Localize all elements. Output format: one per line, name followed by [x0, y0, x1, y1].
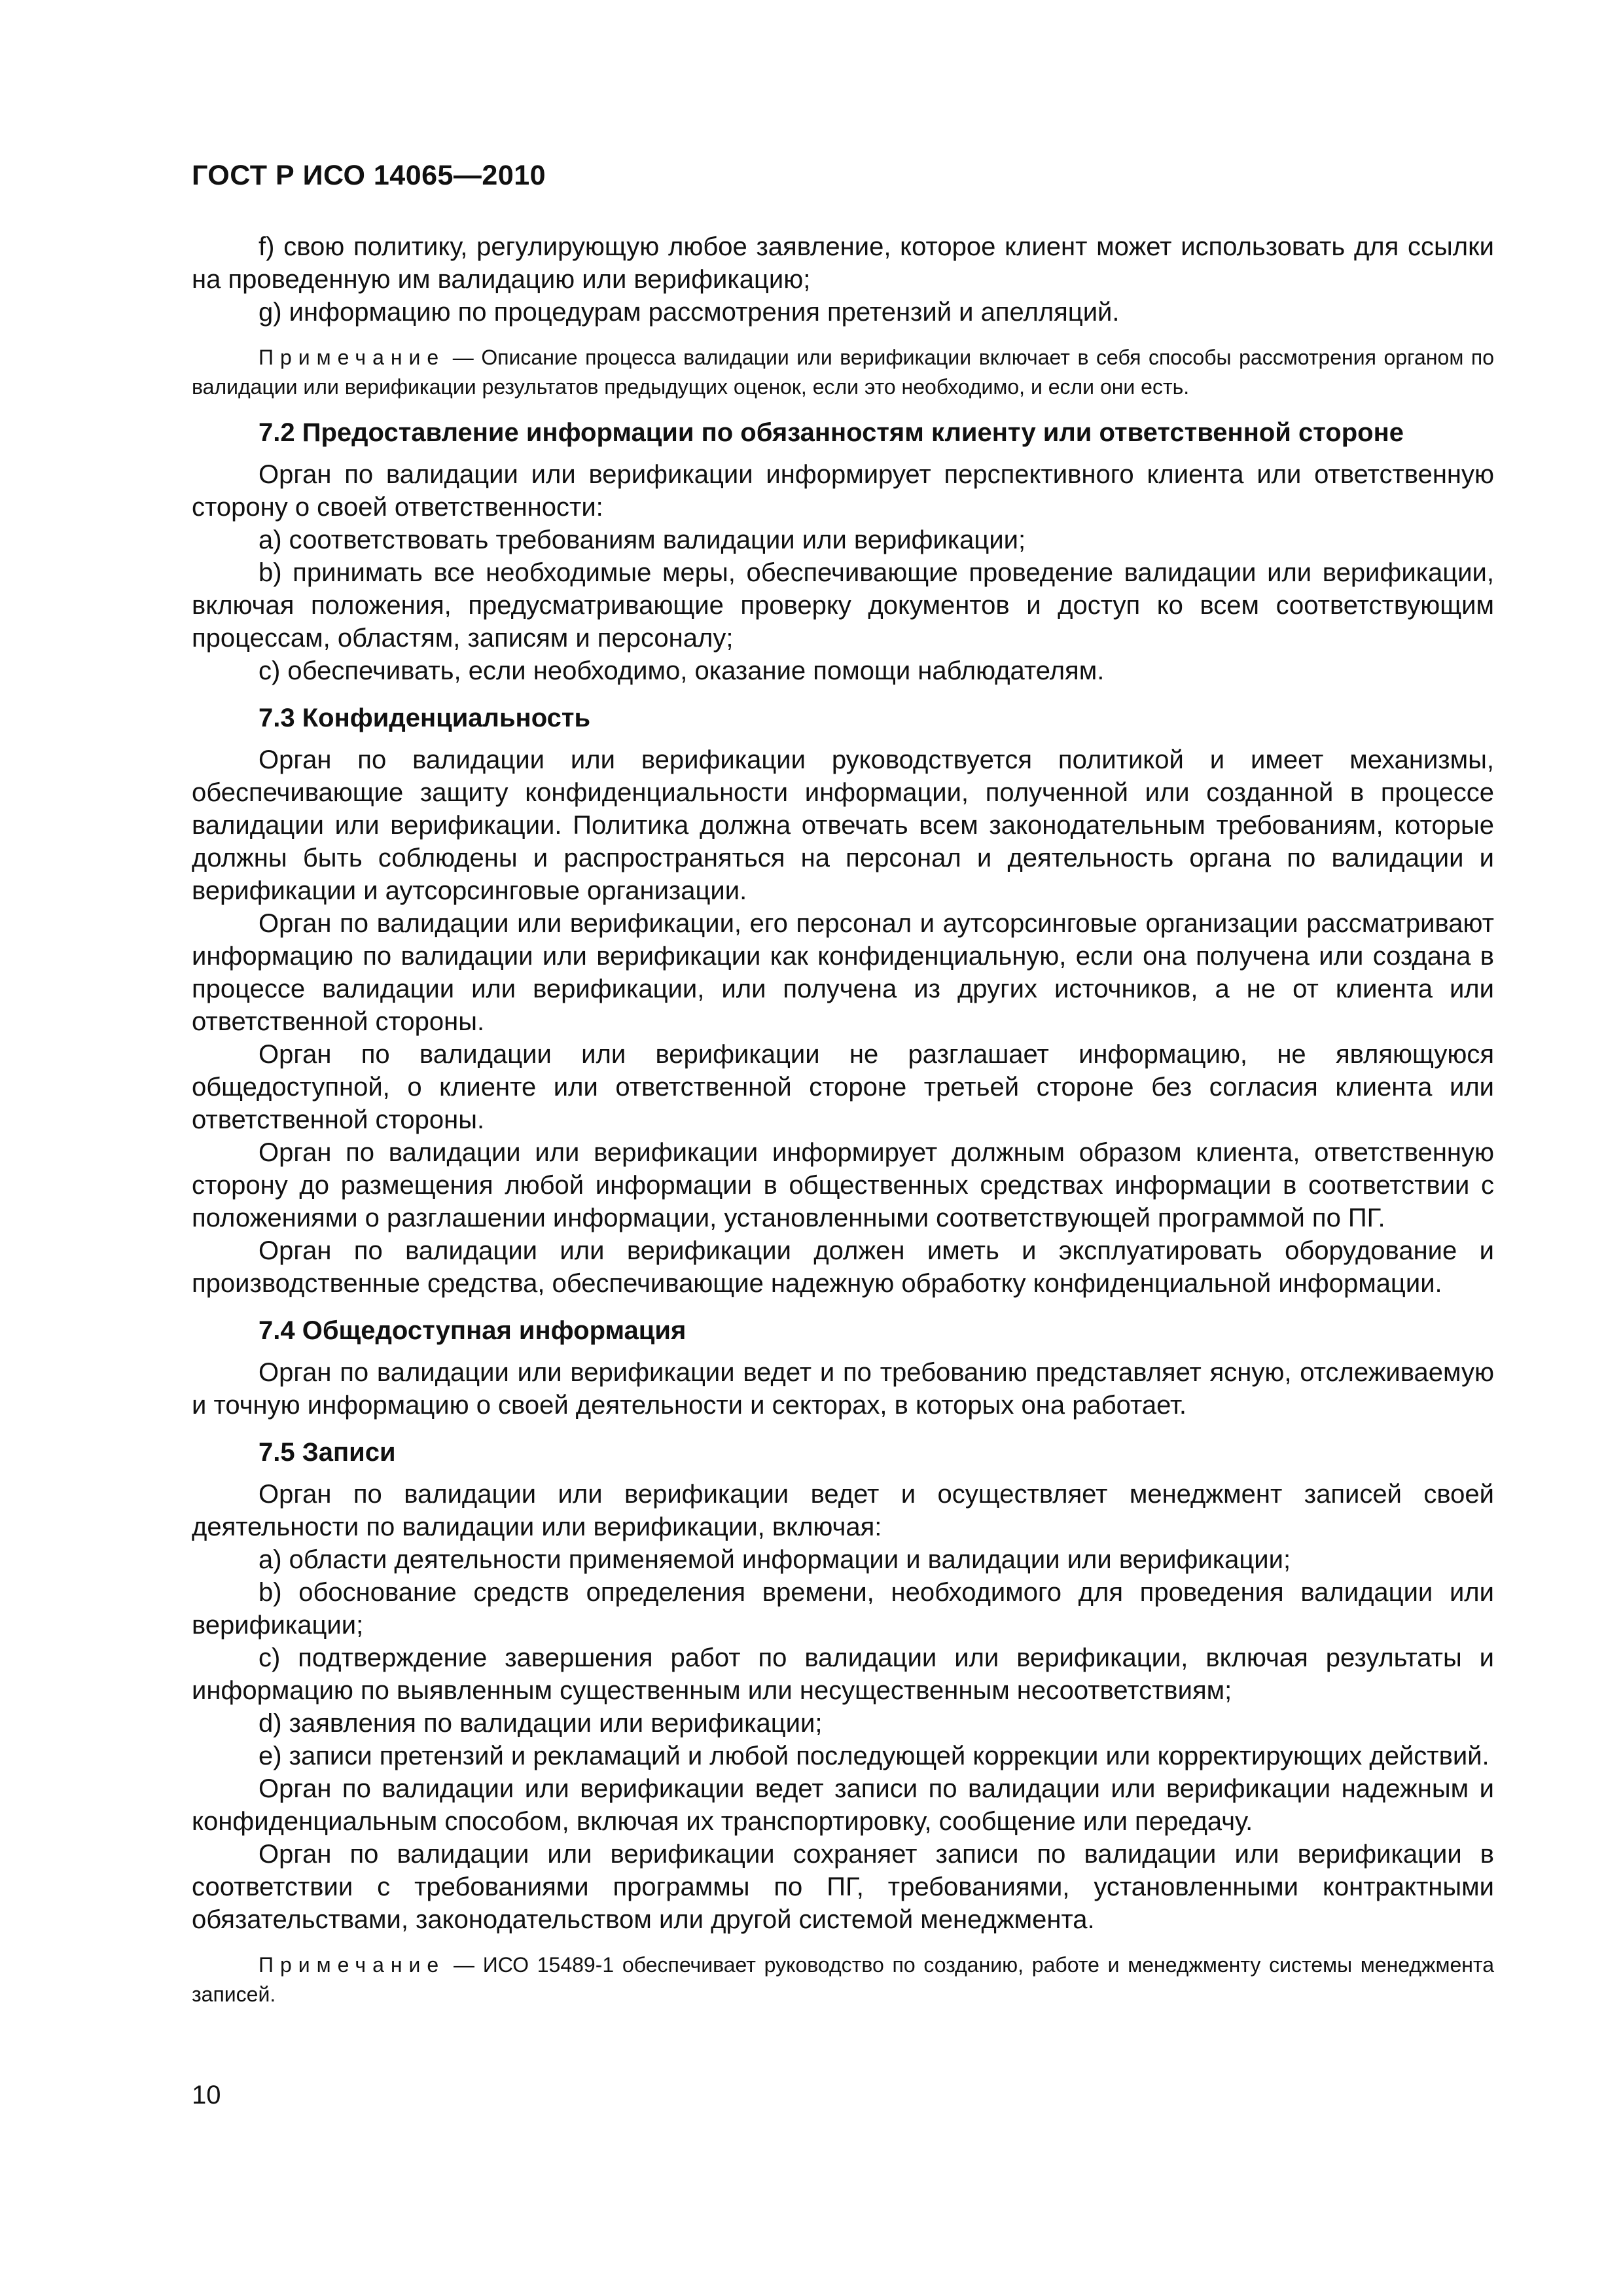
- note-label: Примечание: [259, 346, 446, 369]
- section-7-4-title: 7.4 Общедоступная информация: [259, 1316, 687, 1345]
- note-text: — Описание процесса валидации или верификации включает в себя способы рассмотрения органом по валидации или верификации результатов предыдущих оценок, если это необходимо, и если они есть.: [192, 346, 1495, 399]
- paragraph: Орган по валидации или верификации, его персонал и аутсорсинговые организации рассматривают информацию по валидации или верификации как конфиденциальную, если она получена или создана в процессе валидации или верификации, или получена из других источников, а не от клиента или ответственной стороны.: [192, 909, 1494, 1036]
- section-7-5-intro: Орган по валидации или верификации ведет и осуществляет менеджмент записей своей деятельности по валидации или верификации, включая:: [192, 1480, 1494, 1541]
- list-item: c) обеспечивать, если необходимо, оказание помощи наблюдателям.: [259, 656, 1105, 685]
- list-item: b) принимать все необходимые меры, обеспечивающие проведение валидации или верификации, включая положения, предусматривающие проверку документов и доступ ко всем соответствующим процессам, областям, записям и персоналу;: [192, 558, 1494, 653]
- list-item: a) области деятельности применяемой информации и валидации или верификации;: [259, 1545, 1291, 1574]
- document-header: ГОСТ Р ИСО 14065—2010: [192, 160, 546, 191]
- section-7-2-title: 7.2 Предоставление информации по обязанностям клиенту или ответственной стороне: [259, 418, 1404, 447]
- list-item: d) заявления по валидации или верификации;: [259, 1709, 823, 1738]
- list-item: a) соответствовать требованиям валидации или верификации;: [259, 526, 1026, 554]
- paragraph: Орган по валидации или верификации сохраняет записи по валидации или верификации в соответствии с требованиями программы по ПГ, требованиями, установленными контрактными обязательствами, законодательством или другой системой менеджмента.: [192, 1840, 1494, 1934]
- paragraph: Орган по валидации или верификации ведет и по требованию представляет ясную, отслеживаемую и точную информацию о своей деятельности и секторах, в которых она работает.: [192, 1358, 1494, 1420]
- list-item: c) подтверждение завершения работ по валидации или верификации, включая результаты и информацию по выявленным существенным или несущественным несоответствиям;: [192, 1643, 1494, 1705]
- page-content: [192, 230, 1494, 2009]
- note-2: [192, 1950, 1494, 2009]
- section-7-3-title: 7.3 Конфиденциальность: [259, 704, 591, 732]
- list-item-g: g) информацию по процедурам рассмотрения претензий и апелляций.: [259, 298, 1120, 327]
- section-7-5-title: 7.5 Записи: [259, 1438, 396, 1467]
- paragraph: Орган по валидации или верификации не разглашает информацию, не являющуюся общедоступной, о клиенте или ответственной стороне третьей стороне без согласия клиента или ответственной стороны.: [192, 1040, 1494, 1134]
- section-7-2-intro: Орган по валидации или верификации информирует перспективного клиента или ответственную сторону о своей ответственности:: [192, 460, 1494, 522]
- paragraph: Орган по валидации или верификации информирует должным образом клиента, ответственную сторону до размещения любой информации в общественных средствах информации в соответствии с положениями о разглашении информации, установленными соответствующей программой по ПГ.: [192, 1138, 1494, 1232]
- list-item-f: f) свою политику, регулирующую любое заявление, которое клиент может использовать для ссылки на проведенную им валидацию или верификацию;: [192, 232, 1494, 294]
- note-label: Примечание: [259, 1953, 446, 1977]
- note-1: [192, 343, 1494, 402]
- page-number: 10: [192, 2081, 221, 2109]
- list-item: e) записи претензий и рекламаций и любой последующей коррекции или корректирующих действий.: [259, 1742, 1489, 1770]
- list-item: b) обоснование средств определения времени, необходимого для проведения валидации или верификации;: [192, 1578, 1494, 1640]
- paragraph: Орган по валидации или верификации ведет записи по валидации или верификации надежным и конфиденциальным способом, включая их транспортировку, сообщение или передачу.: [192, 1774, 1494, 1836]
- paragraph: Орган по валидации или верификации должен иметь и эксплуатировать оборудование и производственные средства, обеспечивающие надежную обработку конфиденциальной информации.: [192, 1236, 1494, 1298]
- paragraph: Орган по валидации или верификации руководствуется политикой и имеет механизмы, обеспечивающие защиту конфиденциальности информации, полученной или созданной в процессе валидации или верификации. Политика должна отвечать всем законодательным требованиям, которые должны быть соблюдены и распространяться на персонал и деятельность органа по валидации и верификации и аутсорсинговые организации.: [192, 745, 1494, 905]
- note-text: — ИСО 15489-1 обеспечивает руководство по созданию, работе и менеджменту системы менеджмента записей.: [192, 1953, 1495, 2006]
